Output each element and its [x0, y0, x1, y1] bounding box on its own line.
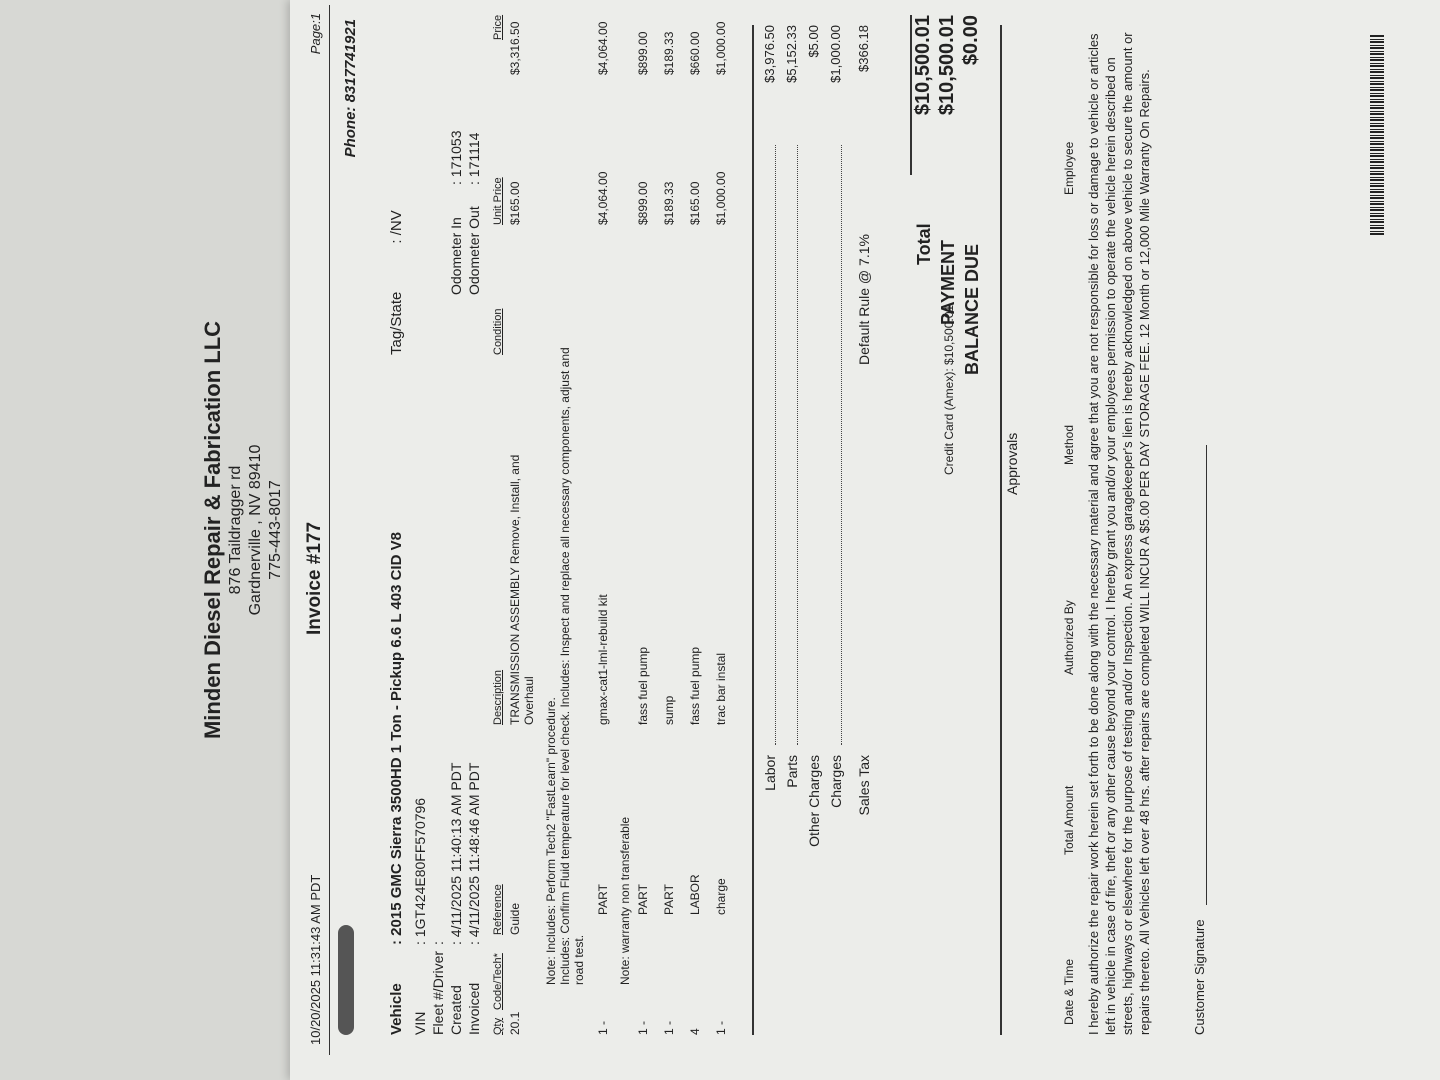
approvals-authorized-by: Authorized By — [1062, 600, 1076, 675]
approvals-employee: Employee — [1062, 141, 1076, 195]
col-description: Description — [492, 669, 504, 725]
tag-label: Tag/State — [388, 291, 405, 355]
created-row — [448, 763, 464, 1035]
vin-row — [412, 798, 428, 1035]
col-code: Code/Tech* — [492, 953, 504, 1010]
item-desc: trac bar instal — [714, 652, 728, 725]
dotted-leader — [788, 145, 798, 745]
line1-price: $3,316.50 — [508, 21, 522, 75]
item-qty: 1 - — [714, 1020, 728, 1035]
approvals-method: Method — [1062, 424, 1076, 465]
table-divider — [752, 25, 754, 1035]
total-value: $10,500.01 — [912, 15, 934, 116]
company-phone: 775-443-8017 — [267, 480, 284, 580]
approvals-total-amount: Total Amount — [1062, 785, 1076, 855]
labor-value: $3,976.50 — [762, 25, 777, 83]
line1-unit-price: $165.00 — [508, 181, 522, 225]
odo-out-label: Odometer Out — [466, 206, 482, 295]
note-2: Includes: Confirm Fluid temperature for level check. Includes: Inspect and replace all necessary components, adjust and — [558, 347, 572, 985]
item-ref: charge — [714, 878, 728, 915]
item-desc: fass fuel pump — [636, 646, 650, 725]
note-1: Note: Includes: Perform Tech2 "FastLearn" procedure. — [544, 697, 558, 985]
sales-tax-label: Sales Tax — [856, 755, 872, 816]
fleet-row — [430, 941, 446, 1035]
item-desc: fass fuel pump — [688, 646, 702, 725]
invoice-number: Invoice #177 — [304, 521, 325, 635]
line1-code: 20.1 — [508, 1011, 522, 1035]
line1-description2: Overhaul — [522, 676, 536, 725]
note-3: road test. — [572, 934, 586, 985]
odo-out-value: : 171114 — [466, 132, 482, 185]
odo-in-label: Odometer In — [448, 217, 464, 295]
total-label: Total — [914, 223, 934, 265]
invoice-document — [200, 5, 1440, 1055]
col-unit-price: Unit Price — [492, 177, 504, 225]
odo-in-value: : 171053 — [448, 130, 464, 185]
barcode — [1370, 35, 1384, 235]
company-name: Minden Diesel Repair & Fabrication LLC — [200, 320, 225, 740]
item-price: $189.33 — [662, 31, 676, 75]
labor-label: Labor — [762, 755, 778, 791]
sales-tax-value: $366.18 — [856, 25, 871, 72]
created-value: : 4/11/2025 11:40:13 AM PDT — [448, 762, 464, 945]
invoice-header-bar — [300, 5, 330, 1055]
item-qty: 1 - — [662, 1020, 676, 1035]
item-ref: PART — [662, 884, 676, 915]
item-price: $660.00 — [688, 31, 702, 75]
item-ref: LABOR — [688, 874, 702, 915]
company-address: 876 Taildragger rd — [227, 465, 244, 595]
payment-value: $10,500.01 — [936, 15, 958, 116]
item-price: $899.00 — [636, 31, 650, 75]
col-condition: Condition — [492, 308, 504, 355]
item-desc: sump — [662, 695, 676, 725]
invoiced-row — [466, 763, 482, 1035]
line1-description: TRANSMISSION ASSEMBLY Remove, Install, and — [508, 454, 522, 725]
invoiced-label: Invoiced — [466, 982, 482, 1035]
item-ref: PART — [596, 884, 610, 915]
item-price: $1,000.00 — [714, 21, 728, 75]
vehicle-value: : 2015 GMC Sierra 3500HD 1 Ton - Pickup 6.6 L 403 CID V8 — [388, 532, 405, 945]
invoiced-value: : 4/11/2025 11:48:46 AM PDT — [466, 762, 482, 945]
payment-label: PAYMENT — [938, 239, 958, 325]
item-unit: $899.00 — [636, 181, 650, 225]
col-qty: Qty — [492, 1017, 504, 1035]
approvals-rule — [1000, 25, 1002, 1035]
tax-rule: Default Rule @ 7.1% — [856, 234, 872, 365]
tag-state — [388, 210, 405, 355]
page-number: Page:1 — [308, 13, 323, 55]
fleet-value: : — [430, 941, 446, 945]
company-header — [200, 5, 286, 1055]
other-charges-label: Other Charges — [806, 755, 822, 847]
item-unit: $189.33 — [662, 181, 676, 225]
signature-line — [1206, 445, 1207, 905]
odometer-in — [448, 131, 464, 296]
dotted-leader — [832, 145, 842, 745]
parts-label: Parts — [784, 755, 800, 788]
note-4: Note: warranty non transferable — [618, 816, 632, 985]
legal-terms: I hereby authorize the repair work herein set forth to be done along with the necessary material and agree that you are not responsible for loss or damage to vehicle or articles left in vehicle in case of fire, theft or any other cause beyond your control. I hereby grant you and/or your employees permission to operate the vehicle herein described on streets, highways or elsewhere for the purpose of testing and/or Inspection. An express garagekeeper's lien is hereby acknowledged on above vehicle to secure the amount or repairs thereto. All Vehicles left over 48 hrs. after repairs are completed WILL INCUR A $5.00 PER DAY STORAGE FEE. 12 Month or 12,000 Mile Warranty On Repairs. — [1086, 32, 1152, 1035]
approvals-date-time: Date & Time — [1062, 958, 1076, 1025]
customer-phone: Phone: 8317741921 — [342, 19, 359, 158]
other-charges-value: $5.00 — [806, 25, 821, 58]
company-city: Gardnerville , NV 89410 — [247, 444, 264, 616]
item-unit: $165.00 — [688, 181, 702, 225]
vehicle-label: Vehicle — [388, 983, 405, 1035]
item-desc: gmax-cat1-lml-rebuild kit — [596, 594, 610, 725]
col-price: Price — [492, 14, 504, 40]
balance-due-value: $0.00 — [960, 15, 982, 66]
item-qty: 1 - — [636, 1020, 650, 1035]
vin-label: VIN — [412, 1011, 428, 1035]
line1-reference: Guide — [508, 902, 522, 935]
odometer-out — [466, 133, 482, 295]
item-unit: $4,064.00 — [596, 171, 610, 225]
fleet-label: Fleet #/Driver — [430, 950, 446, 1035]
dotted-leader — [766, 145, 776, 745]
charges-value: $1,000.00 — [828, 25, 843, 83]
charges-label: Charges — [828, 755, 844, 808]
tag-value: : /NV — [388, 210, 405, 244]
balance-due-label: BALANCE DUE — [962, 243, 982, 375]
created-label: Created — [448, 985, 464, 1035]
item-qty: 1 - — [596, 1020, 610, 1035]
credit-card-note: Credit Card (Amex): $10,500.01 — [942, 304, 956, 475]
approvals-title: Approvals — [1004, 432, 1020, 495]
parts-value: $5,152.33 — [784, 25, 799, 83]
signature-label: Customer Signature — [1192, 919, 1207, 1035]
customer-name-redacted — [338, 925, 354, 1035]
print-date: 10/20/2025 11:31:43 AM PDT — [308, 874, 323, 1045]
vin-value: : 1GT424E80FF570796 — [412, 797, 428, 945]
item-price: $4,064.00 — [596, 21, 610, 75]
item-ref: PART — [636, 884, 650, 915]
col-reference: Reference — [492, 884, 504, 935]
vehicle-line — [388, 532, 405, 1035]
item-unit: $1,000.00 — [714, 171, 728, 225]
item-qty: 4 — [688, 1028, 702, 1035]
